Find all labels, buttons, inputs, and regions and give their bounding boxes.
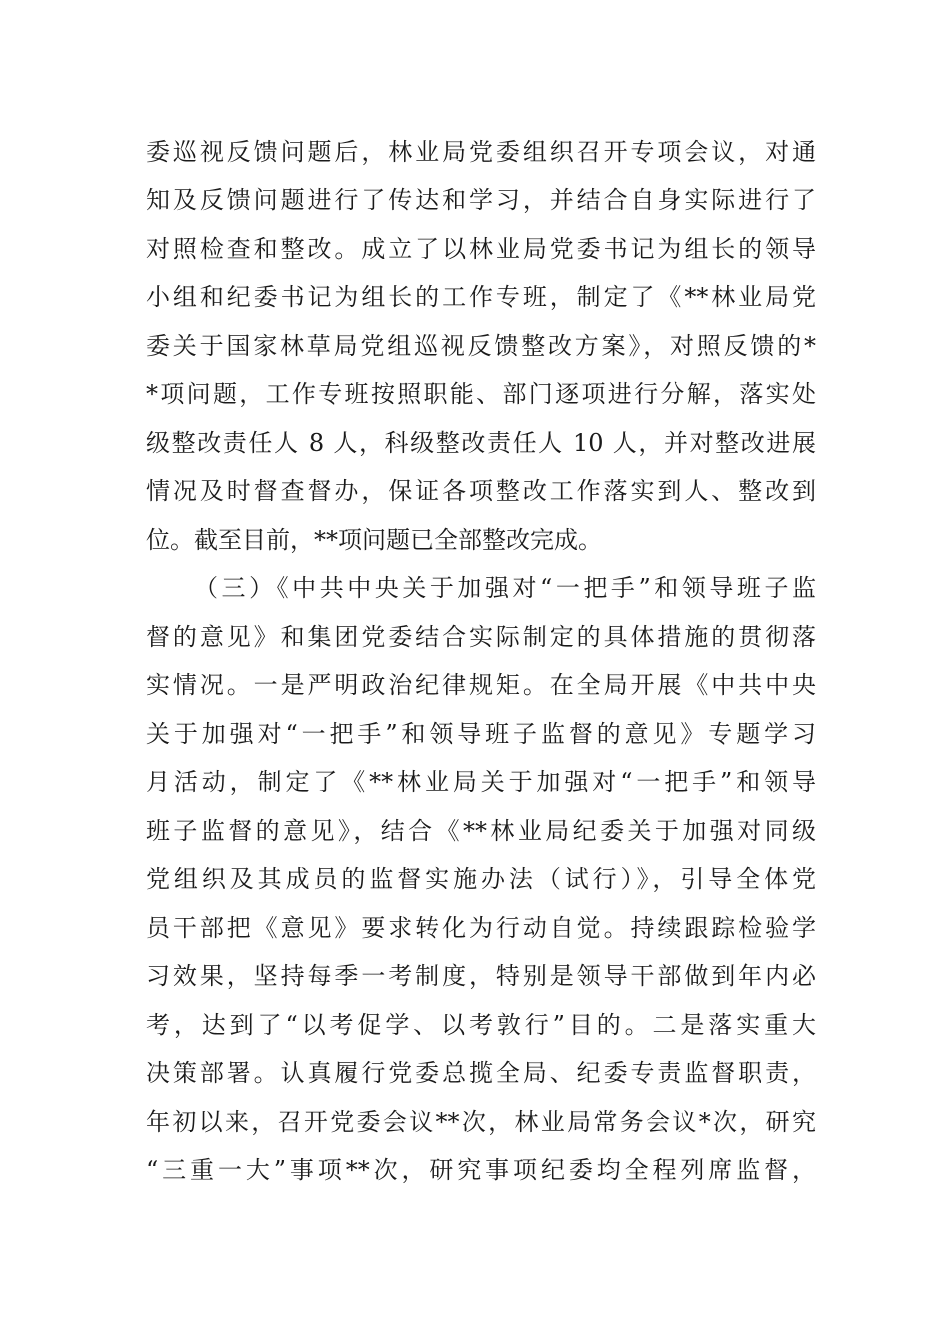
- body-text-line: 小组和纪委书记为组长的工作专班，制定了《**林业局党: [146, 283, 816, 311]
- body-text-line: 考，达到了“以考促学、以考敦行”目的。二是落实重大: [146, 1011, 816, 1039]
- body-text-line: 班子监督的意见》，结合《**林业局纪委关于加强对同级: [146, 817, 816, 845]
- body-text-line: 决策部署。认真履行党委总揽全局、纪委专责监督职责，: [146, 1059, 816, 1087]
- body-text-line: 督的意见》和集团党委结合实际制定的具体措施的贯彻落: [146, 623, 816, 651]
- body-text-line: 位。截至目前，**项问题已全部整改完成。: [146, 526, 602, 554]
- body-text-line: 党组织及其成员的监督实施办法（试行）》，引导全体党: [146, 865, 816, 893]
- body-text-line: 关于加强对“一把手”和领导班子监督的意见》专题学习: [146, 720, 816, 748]
- body-text-line: 对照检查和整改。成立了以林业局党委书记为组长的领导: [146, 235, 816, 263]
- body-text-line: 实情况。一是严明政治纪律规矩。在全局开展《中共中央: [146, 671, 816, 699]
- body-text-line: 级整改责任人 8 人，科级整改责任人 10 人，并对整改进展: [146, 429, 816, 457]
- body-text-line: 员干部把《意见》要求转化为行动自觉。持续跟踪检验学: [146, 914, 816, 942]
- body-text-line: *项问题，工作专班按照职能、部门逐项进行分解，落实处: [146, 380, 816, 408]
- body-text-line: 情况及时督查督办，保证各项整改工作落实到人、整改到: [146, 477, 816, 505]
- body-text-line: 委关于国家林草局党组巡视反馈整改方案》，对照反馈的*: [146, 332, 816, 360]
- body-text-line: 年初以来，召开党委会议**次，林业局常务会议*次，研究: [146, 1108, 816, 1136]
- section-heading-line: （三）《中共中央关于加强对“一把手”和领导班子监: [194, 574, 816, 602]
- body-text-line: “三重一大”事项**次，研究事项纪委均全程列席监督，: [146, 1156, 816, 1184]
- body-text-line: 月活动，制定了《**林业局关于加强对“一把手”和领导: [146, 768, 816, 796]
- body-text-line: 知及反馈问题进行了传达和学习，并结合自身实际进行了: [146, 186, 816, 214]
- body-text-line: 委巡视反馈问题后，林业局党委组织召开专项会议，对通: [146, 138, 816, 166]
- body-text-line: 习效果，坚持每季一考制度，特别是领导干部做到年内必: [146, 962, 816, 990]
